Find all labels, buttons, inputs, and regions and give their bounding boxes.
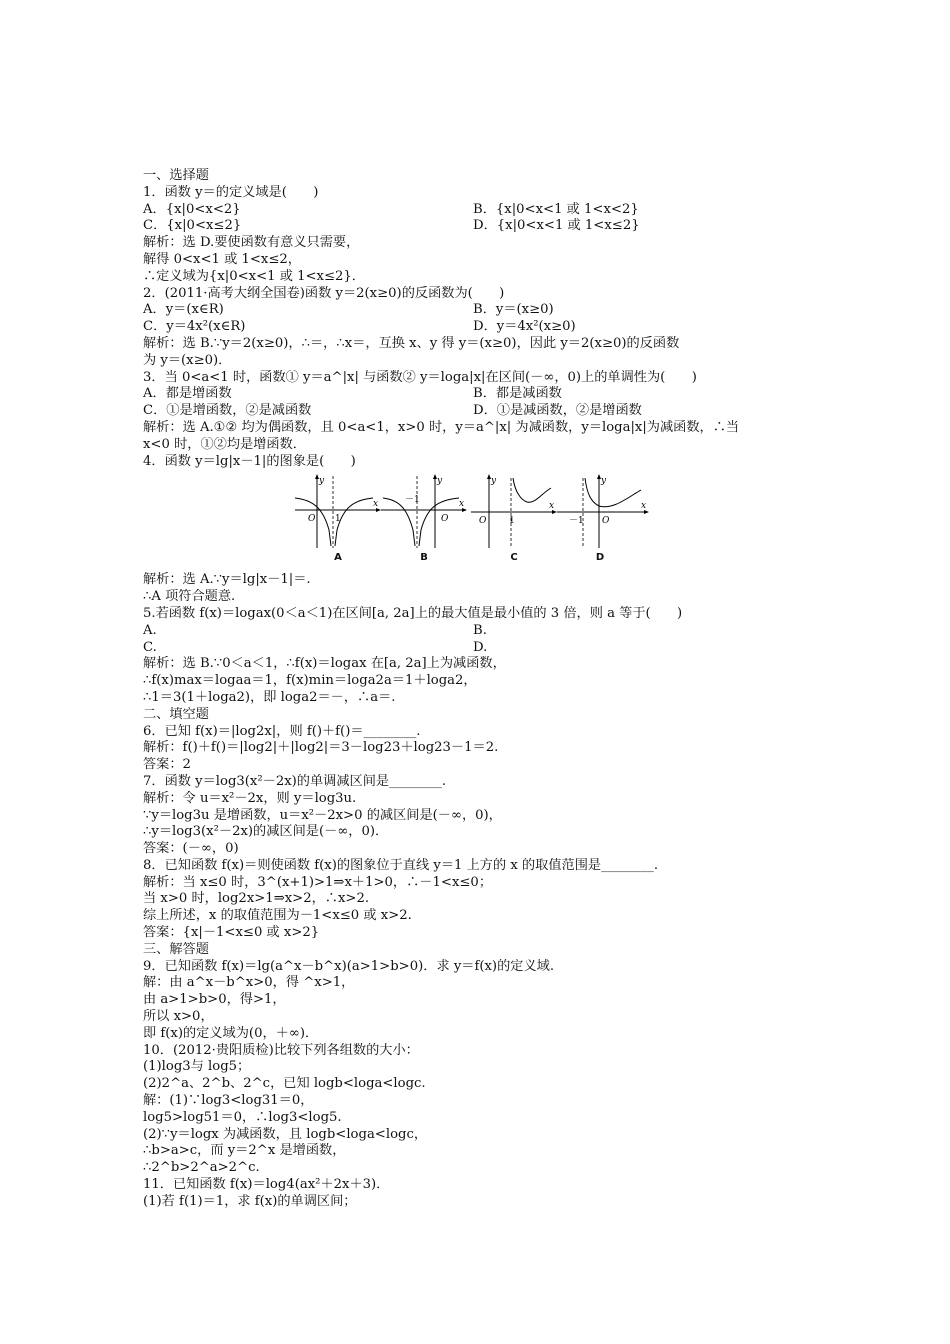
origin-label: O — [308, 514, 316, 525]
option-c-label: C — [510, 551, 518, 563]
document-body — [143, 168, 823, 1211]
text-line: 9．已知函数 f(x)＝lg(a^x－b^x)(a>1>b>0)．求 y＝f(x)的定义域. — [143, 958, 555, 974]
questions-part-1 — [143, 168, 823, 470]
text-line: 10．(2012·贵阳质检)比较下列各组数的大小： — [143, 1042, 419, 1058]
x-axis-label: x — [641, 501, 647, 512]
option-text: D．{x|0<x<1 或 1<x≤2} — [473, 218, 640, 234]
option-text: D. — [473, 639, 488, 655]
text-line: 解析：f()＋f()＝|log2|＋|log2|＝3－log23＋log23－1＝2. — [143, 740, 499, 756]
graph-a-plot — [293, 472, 383, 552]
origin-label: O — [479, 516, 487, 527]
option-text: A．{x|0<x<2} — [143, 201, 241, 217]
text-line: ∴定义域为{x|0<x<1 或 1<x≤2}． — [143, 268, 365, 284]
text-line: 11．已知函数 f(x)＝log4(ax²＋2x＋3)． — [143, 1177, 390, 1193]
text-line: ∴b>a>c，而 y＝2^x 是增函数， — [143, 1143, 346, 1159]
option-text: B．{x|0<x<1 或 1<x<2} — [473, 201, 639, 217]
option-row — [143, 623, 823, 640]
option-row — [143, 386, 823, 403]
text-line: 答案：{x|－1<x≤0 或 x>2} — [143, 925, 320, 941]
text-line: 2．(2011·高考大纲全国卷)函数 y＝2(x≥0)的反函数为( ) — [143, 285, 505, 301]
option-row — [143, 302, 823, 319]
option-text: C．{x|0<x≤2} — [143, 218, 242, 234]
graph-c — [469, 472, 559, 566]
x-axis-label: x — [373, 499, 379, 510]
tick-label: 1 — [335, 514, 341, 525]
text-line: 5.若函数 f(x)＝logax(0＜a＜1)在区间[a, 2a]上的最大值是最小值的 3 倍，则 a 等于( ) — [143, 605, 683, 621]
text-line: log5>log51＝0，∴log3<log5. — [143, 1109, 342, 1125]
graph-c-plot — [469, 472, 559, 552]
text-line: 当 x>0 时，log2x>1⇒x>2，∴x>2. — [143, 891, 370, 907]
text-line: 8．已知函数 f(x)＝则使函数 f(x)的图象位于直线 y＝1 上方的 x 的取值范围是________. — [143, 857, 659, 873]
text-line: 解析：选 B.∵0＜a＜1，∴f(x)＝logax 在[a, 2a]上为减函数， — [143, 656, 506, 672]
option-row — [143, 218, 823, 235]
text-line: 答案：(－∞，0) — [143, 841, 239, 857]
tick-label: 1 — [509, 516, 515, 527]
text-line: ∴1＝3(1＋loga2)，即 loga2＝－，∴a＝. — [143, 689, 396, 705]
questions-part-2 — [143, 572, 823, 1210]
option-row — [143, 640, 823, 657]
option-a-label: A — [334, 551, 342, 563]
text-line: 解得 0<x<1 或 1<x≤2， — [143, 251, 301, 267]
text-line: ∴y＝log3(x²－2x)的减区间是(－∞，0)． — [143, 824, 389, 840]
text-line: 三、解答题 — [143, 941, 209, 957]
text-line: 所以 x>0， — [143, 1009, 214, 1025]
option-text: A．都是增函数 — [143, 386, 232, 402]
text-line: (2)∵y＝logx 为减函数，且 logb<loga<logc， — [143, 1126, 428, 1142]
option-text: C．y＝4x²(x∈R) — [143, 319, 246, 335]
y-axis-label: y — [491, 476, 497, 487]
text-line: 6．已知 f(x)＝|log2x|，则 f()＋f()＝________. — [143, 723, 421, 739]
tick-label: －1 — [405, 495, 420, 506]
x-axis-label: x — [549, 501, 555, 512]
text-line: 综上所述，x 的取值范围为－1<x≤0 或 x>2. — [143, 908, 412, 924]
text-line: 解析：选 B.∵y＝2(x≥0)，∴＝，∴x＝，互换 x、y 得 y＝(x≥0)，因此 y＝2(x≥0)的反函数 — [143, 335, 680, 351]
text-line: 即 f(x)的定义域为(0，＋∞)． — [143, 1025, 319, 1041]
y-axis-label: y — [319, 476, 325, 487]
text-line: (1)log3与 log5； — [143, 1059, 251, 1075]
text-line: 由 a>1>b>0，得>1， — [143, 992, 286, 1008]
text-line: (2)2^a、2^b、2^c，已知 logb<loga<logc. — [143, 1076, 426, 1092]
text-line: 为 y＝(x≥0)． — [143, 352, 232, 368]
option-text: B．都是减函数 — [473, 386, 562, 402]
option-text: B. — [473, 622, 487, 638]
option-text: D．①是减函数，②是增函数 — [473, 403, 642, 419]
text-line: 3．当 0<a<1 时，函数① y＝a^|x| 与函数② y＝loga|x|在区间(－∞，0)上的单调性为( ) — [143, 369, 697, 385]
y-axis-label: y — [437, 476, 443, 487]
option-row — [143, 319, 823, 336]
option-d-label: D — [595, 551, 605, 563]
graph-a — [293, 472, 383, 566]
text-line: 二、填空题 — [143, 706, 209, 722]
graph-b-plot — [379, 472, 469, 552]
text-line: 一、选择题 — [143, 168, 209, 183]
x-axis-label: x — [459, 499, 465, 510]
graph-b — [379, 472, 469, 566]
option-text: A. — [143, 622, 157, 638]
text-line: 7．函数 y＝log3(x²－2x)的单调减区间是________. — [143, 773, 447, 789]
option-text: D．y＝4x²(x≥0) — [473, 319, 576, 335]
option-text: A．y＝(x∈R) — [143, 302, 224, 318]
text-line: ∵y＝log3u 是增函数，u＝x²－2x>0 的减区间是(－∞，0)， — [143, 807, 502, 823]
text-line: (1)若 f(1)＝1，求 f(x)的单调区间； — [143, 1193, 357, 1209]
text-line: x<0 时，①②均是增函数． — [143, 436, 306, 452]
graph-d-plot — [555, 472, 651, 552]
text-line: 解：(1)∵log3<log31＝0， — [143, 1093, 314, 1109]
graph-options — [143, 472, 823, 566]
option-b-label: B — [420, 551, 428, 563]
text-line: 1．函数 y＝的定义域是( ) — [143, 184, 319, 200]
text-line: 解析：令 u＝x²－2x，则 y＝log3u. — [143, 790, 357, 806]
tick-label: －1 — [569, 516, 584, 527]
text-line: 解析：选 A.①② 均为偶函数，且 0<a<1，x>0 时，y＝a^|x| 为减函数，y＝loga|x|为减函数，∴当 — [143, 419, 740, 435]
text-line: ∴f(x)max＝logaa＝1，f(x)min＝loga2a＝1＋loga2， — [143, 673, 477, 689]
text-line: 答案：2 — [143, 757, 191, 773]
option-text: C. — [143, 639, 157, 655]
text-line: ∴2^b>2^a>2^c. — [143, 1160, 260, 1176]
text-line: 4．函数 y＝lg|x－1|的图象是( ) — [143, 453, 356, 469]
text-line: 解析：当 x≤0 时，3^(x+1)>1⇒x＋1>0，∴－1<x≤0； — [143, 874, 493, 890]
origin-label: O — [602, 516, 610, 527]
graph-d — [555, 472, 645, 566]
origin-label: O — [441, 514, 449, 525]
text-line: ∴A 项符合题意. — [143, 589, 236, 605]
option-row — [143, 403, 823, 420]
text-line: 解析：选 A.∵y＝lg|x－1|＝. — [143, 572, 311, 588]
y-axis-label: y — [601, 476, 607, 487]
option-text: C．①是增函数，②是减函数 — [143, 403, 312, 419]
text-line: 解析：选 D.要使函数有意义只需要， — [143, 235, 360, 251]
option-text: B．y＝(x≥0) — [473, 302, 554, 318]
text-line: 解：由 a^x－b^x>0，得 ^x>1， — [143, 975, 355, 991]
option-row — [143, 202, 823, 219]
